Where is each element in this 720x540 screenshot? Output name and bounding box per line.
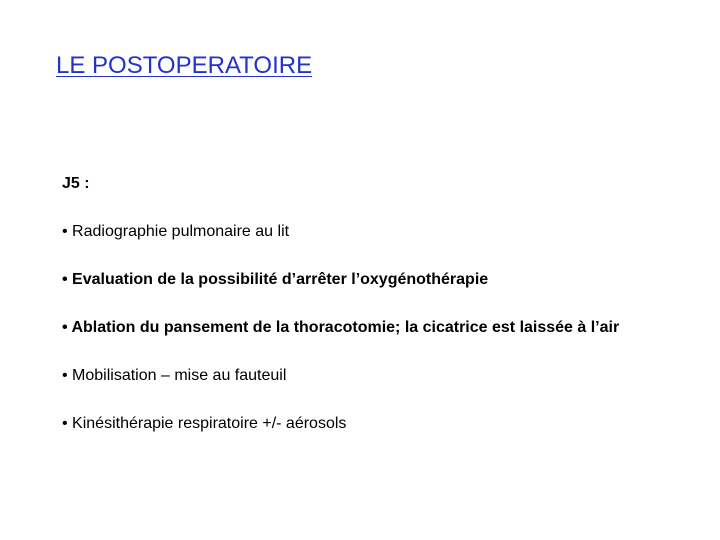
list-item-radiography: • Radiographie pulmonaire au lit — [62, 223, 290, 240]
list-item-dressing-removal: • Ablation du pansement de la thoracotomie; la cicatrice est laissée à l’air — [62, 319, 620, 336]
slide-title: LE POSTOPERATOIRE — [56, 52, 313, 79]
list-item-physiotherapy: • Kinésithérapie respiratoire +/- aérosols — [62, 415, 347, 432]
list-item-mobilisation: • Mobilisation – mise au fauteuil — [62, 367, 287, 384]
slide-body — [62, 174, 662, 434]
day-heading: J5 : — [62, 175, 90, 192]
list-item-oxygen-evaluation: • Evaluation de la possibilité d’arrêter l’oxygénothérapie — [62, 271, 489, 288]
